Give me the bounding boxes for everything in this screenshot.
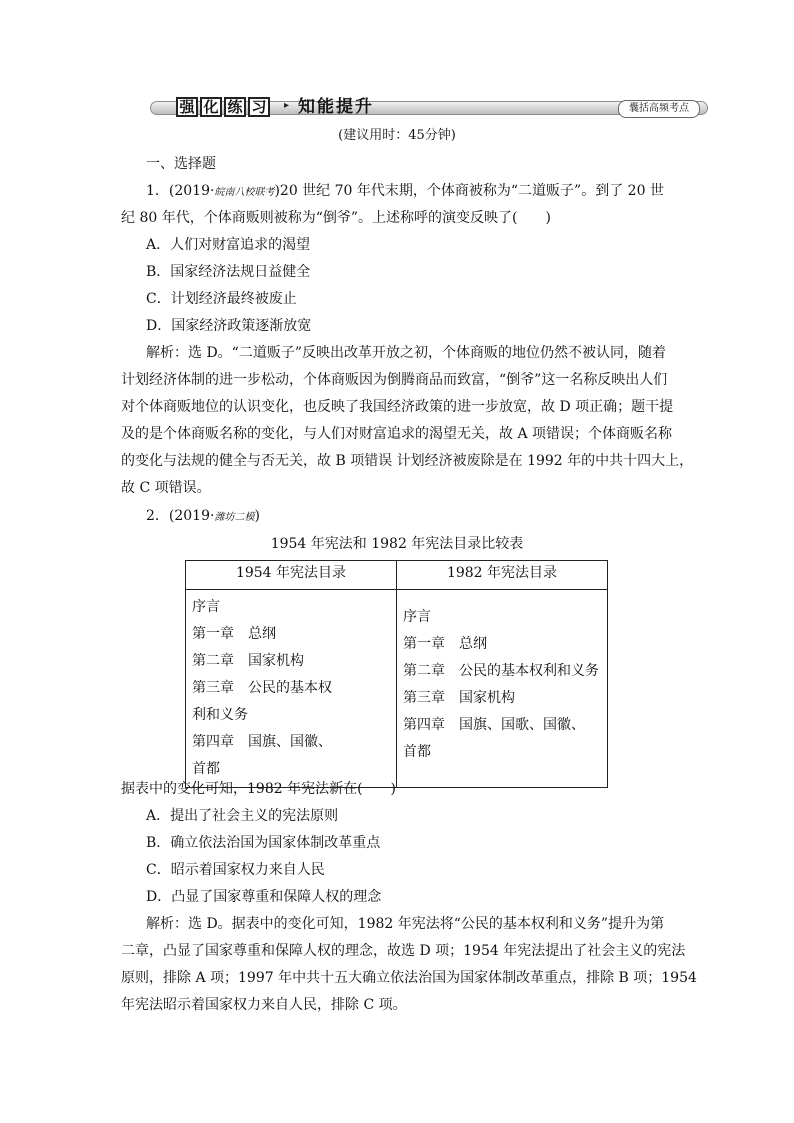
banner-subtitle: 知能提升 [298,97,374,117]
q1-number: 1．(2019· [146,183,215,199]
table-header-row [186,561,608,590]
banner-tag: 囊括高频考点 [618,100,700,118]
banner-box: 强 [176,97,198,117]
q1-analysis-line: 计划经济体制的进一步松动，个体商贩因为倒腾商品而致富，“倒爷”这一名称反映出人们 [121,372,668,388]
list-item: 首都 [403,744,431,760]
list-item: 第三章 国家机构 [403,690,515,706]
q2-analysis-line: 原则，排除 A 项；1997 年中共十五大确立依法治国为国家体制改革重点，排除 B 项；1954 [121,970,697,986]
q1-option-b: B．国家经济法规日益健全 [146,264,311,280]
list-item: 第三章 公民的基本权 [192,680,332,696]
table-title: 1954 年宪法和 1982 年宪法目录比较表 [270,536,524,552]
q2-analysis-line: 解析：选 D。据表中的变化可知，1982 年宪法将“公民的基本权利和义务”提升为第 [146,916,665,932]
q2-source: 潍坊二模 [214,512,255,523]
q1-analysis-line: 解析：选 D。“二道贩子”反映出改革开放之初，个体商贩的地位仍然不被认同，随着 [146,345,666,361]
banner-box: 习 [248,97,270,117]
q1-option-a: A．人们对财富追求的渴望 [146,237,311,253]
list-item: 第四章 国旗、国徽、 [192,734,332,750]
q2-option-d: D．凸显了国家尊重和保障人权的理念 [146,889,382,905]
q2-number-end: ) [254,508,260,524]
q2-analysis-line: 二章，凸显了国家尊重和保障人权的理念，故选 D 项；1954 年宪法提出了社会主义的宪法 [121,943,686,959]
list-item: 第一章 总纲 [192,626,276,642]
q2-option-a: A．提出了社会主义的宪法原则 [146,808,339,824]
q1-stem-line1 [146,181,664,203]
list-item: 第二章 国家机构 [192,653,304,669]
q1-analysis-line: 对个体商贩地位的认识变化，也反映了我国经济政策的进一步放宽，故 D 项正确；题干提 [121,399,674,415]
q1-analysis-line: 的变化与法规的健全与否无关，故 B 项错误 计划经济被废除是在 1992 年的中共十四大上， [121,453,694,469]
list-item: 序言 [403,609,431,625]
list-item: 序言 [192,599,220,615]
q1-analysis-line: 故 C 项错误。 [121,480,211,496]
table-row [186,590,608,788]
q2-option-b: B．确立依法治国为国家体制改革重点 [146,835,381,851]
table-cell-1982 [397,590,608,788]
q1-source: 皖南八校联考 [214,187,275,198]
banner-title-boxes [176,97,270,117]
q2-analysis-line: 年宪法昭示着国家权力来自人民，排除 C 项。 [121,997,407,1013]
list-item: 第四章 国旗、国歌、国徽、 [403,717,585,733]
list-item: 第一章 总纲 [403,636,487,652]
q2-number: 2．(2019· [146,508,215,524]
q1-option-c: C．计划经济最终被废止 [146,291,297,307]
banner-box: 练 [224,97,246,117]
table-header-1954: 1954 年宪法目录 [186,561,397,590]
list-item: 利和义务 [192,707,248,723]
q1-stem-line2: 纪 80 年代，个体商贩则被称为“倒爷”。上述称呼的演变反映了( ) [121,210,551,226]
list-item: 第二章 公民的基本权利和义务 [403,663,599,679]
section-title: 一、选择题 [146,156,216,172]
header-banner [150,97,708,119]
suggested-time: (建议用时：45分钟) [338,128,456,143]
triangle-arrow-icon: ▸ [284,100,290,111]
q2-stem: 据表中的变化可知，1982 年宪法新在( ) [121,781,397,797]
q1-option-d: D．国家经济政策逐渐放宽 [146,318,312,334]
table-header-1982: 1982 年宪法目录 [397,561,608,590]
table-cell-1954 [186,590,397,788]
constitution-comparison-table [185,560,608,788]
q2-header [146,506,260,528]
list-item: 首都 [192,761,220,777]
q2-option-c: C．昭示着国家权力来自人民 [146,862,325,878]
q1-analysis-line: 及的是个体商贩名称的变化，与人们对财富追求的渴望无关，故 A 项错误；个体商贩名称 [121,426,673,442]
banner-box: 化 [200,97,222,117]
q1-stem-text: )20 世纪 70 年代末期，个体商被称为“二道贩子”。到了 20 世 [274,183,664,199]
